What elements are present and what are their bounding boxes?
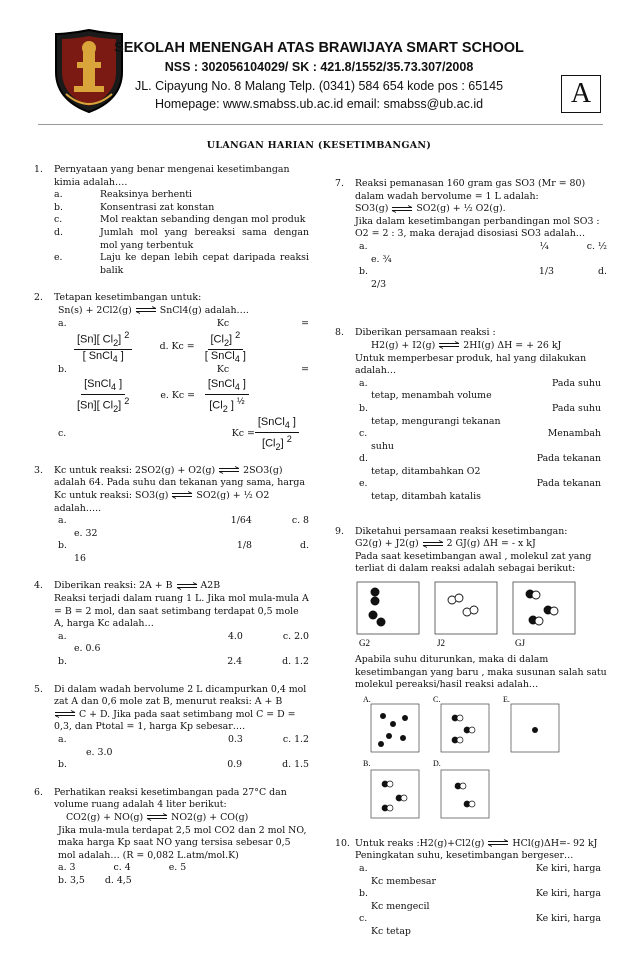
- question-4: 4. Diberikan reaksi: 2A + B A2B Reaksi terjadi dalam ruang 1 L. Jika mol mula-mula A = B = 2 mol, dan saat setimbang terdapat 0,5 mole A, harga Kc adalah… a. 4.0 c. 2.0 e. 0.6 b. 2.4 d. 1.2: [34, 580, 309, 668]
- formula-a[interactable]: $\frac{[Sn][ Cl_2] ^2}{[ SnCl_4 ]}$: [74, 329, 132, 366]
- option[interactable]: b. Ke kiri, harga: [359, 888, 601, 900]
- answer-diagram[interactable]: [363, 694, 563, 824]
- question-8: 8. Diberikan persamaan reaksi : H2(g) + I2(g) 2HI(g) ΔH = + 26 kJ Untuk memperbesar produk, hal yang dilakukan adalah… a. Pada suhu tetap, menambah volume b. Pada suhu tetap, mengurangi tekanan c. Menambah suhu d. Pada tekanan tetap, ditambahkan O2 e. Pada tekanan tetap, ditambah katalis: [335, 327, 607, 503]
- exam-version-box: A: [561, 75, 601, 113]
- question-7: 7. Reaksi pemanasan 160 gram gas SO3 (Mr = 80) dalam wadah bervolume = 1 L adalah: SO3(g) SO2(g) + ½ O2(g). Jika dalam kesetimbangan perbandingan mol SO3 : O2 = 2 : 3, maka derajad disosiasi SO3 adalah… a. ¼ c. ½ e. ¾ b. 1/3 d. 2/3: [335, 178, 607, 290]
- svg-text:A.: A.: [363, 694, 371, 704]
- equilibrium-arrow-icon: [54, 710, 76, 718]
- equilibrium-arrow-icon: [146, 813, 168, 821]
- svg-text:G2: G2: [359, 638, 370, 649]
- equilibrium-arrow-icon: [171, 491, 193, 499]
- svg-text:B.: B.: [363, 758, 371, 768]
- question-9: 9. Diketahui persamaan reaksi kesetimbangan: G2(g) + J2(g) 2 GJ(g) ΔH = - x kJ Pada saat kesetimbangan awal , molekul zat yang terliat di dalam reaksi adalah sebagai berikut: G2 J2 GJ Apabila suhu diturunkan, maka di dalam kesetimbangan yang baru , maka susunan salah satu molekul pereaksi/hasil reaksi adalah… A. C. E. B. D.: [335, 526, 607, 824]
- exam-title: ULANGAN HARIAN (KESETIMBANGAN): [206, 140, 432, 151]
- molecule-diagram: [355, 580, 585, 650]
- question-1: 1. Pernyataan yang benar mengenai kesetimbangan kimia adalah…. a. Reaksinya berhenti b. Konsentrasi zat konstan c. Mol reaktan sebanding dengan mol produk d. Jumlah mol yang bereaksi sama dengan mol yang terbentuk e. Laju ke depan lebih cepat daripada reaksi balik: [34, 164, 309, 276]
- g2-molecules: [369, 588, 386, 627]
- option[interactable]: c. Mol reaktan sebanding dengan mol produk: [54, 214, 306, 226]
- right-column: [335, 178, 607, 954]
- formula-b[interactable]: $\frac{[SnCl_4 ]}{[Sn][ Cl_2] ^2}$: [77, 378, 130, 414]
- school-registration: NSS : 302056104029/ SK : 421.8/1552/35.73.307/2008: [164, 60, 474, 74]
- option[interactable]: e. Laju ke depan lebih cepat daripada reaksi balik: [54, 252, 309, 276]
- option[interactable]: d. Jumlah mol yang bereaksi sama dengan mol yang terbentuk: [54, 226, 309, 251]
- question-3: 3. Kc untuk reaksi: 2SO2(g) + O2(g) 2SO3(g) adalah 64. Pada suhu dan tekanan yang sama, harga Kc untuk reaksi: SO3(g) SO2(g) + ½ O2 adalah….. a. 1/64 c. 8 e. 32 b. 1/8 d. 16: [34, 464, 309, 564]
- school-address: JL. Cipayung No. 8 Malang Telp. (0341) 584 654 kode pos : 65145: [134, 79, 504, 93]
- svg-text:E.: E.: [503, 694, 510, 704]
- question-5: 5. Di dalam wadah bervolume 2 L dicampurkan 0,4 mol zat A dan 0,6 mole zat B, menurut reaksi: A + B C + D. Jika pada saat setimbang mol C = D = 0,3, dan Ptotal = 1, harga Kp sebesar…. a. 0.3 c. 1.2 e. 3.0 b. 0.9 d. 1.5: [34, 683, 309, 771]
- equilibrium-arrow-icon: [391, 205, 413, 213]
- equilibrium-arrow-icon: [176, 582, 198, 590]
- option[interactable]: c. Menambah: [359, 428, 601, 440]
- option[interactable]: b. Pada suhu: [359, 402, 601, 414]
- left-column: [34, 164, 309, 903]
- gj-molecules: [526, 590, 558, 625]
- svg-text:J2: J2: [437, 638, 446, 649]
- header-divider: [38, 124, 603, 125]
- question-10: 10. Untuk reaks :H2(g)+Cl2(g) HCl(g)ΔH=- 92 kJ Peningkatan suhu, kesetimbangan bergeser… a. Ke kiri, harga Kc membesar b. Ke kiri, harga Kc mengecil c. Ke kiri, harga Kc tetap: [335, 838, 607, 939]
- svg-text:GJ: GJ: [515, 638, 526, 649]
- equilibrium-arrow-icon: [438, 341, 460, 349]
- equilibrium-arrow-icon: [487, 839, 509, 847]
- option[interactable]: e. Pada tekanan: [359, 478, 601, 490]
- formula-e[interactable]: $\frac{[SnCl_4 ]}{[Cl_2 ] ^{\frac{1}{2}}}$: [205, 378, 249, 415]
- option[interactable]: b. Konsentrasi zat konstan: [54, 201, 215, 213]
- equilibrium-arrow-icon: [422, 540, 444, 548]
- option[interactable]: d. Pada tekanan: [359, 453, 601, 465]
- option[interactable]: c. Ke kiri, harga: [359, 913, 601, 925]
- formula-c[interactable]: $\frac{[SnCl_4 ]}{[Cl_2] ^2}$: [255, 416, 299, 453]
- svg-text:D.: D.: [433, 758, 441, 768]
- option[interactable]: a. Ke kiri, harga: [359, 863, 601, 874]
- option[interactable]: a. Pada suhu: [359, 377, 601, 389]
- j2-molecules: [448, 594, 478, 616]
- school-homepage: Homepage: www.smabss.ub.ac.id email: smabss@ub.ac.id: [154, 97, 484, 111]
- equilibrium-arrow-icon: [135, 306, 157, 314]
- question-6: 6. Perhatikan reaksi kesetimbangan pada 27°C dan volume ruang adalah 4 liter berikut: CO2(g) + NO(g) NO2(g) + CO(g) Jika mula-mula terdapat 2,5 mol CO2 dan 2 mol NO, maka harga Kp saat NO yang tersisa sebesar 0,5 mol adalah… (R = 0,082 L.atm/mol.K) a. 3 c. 4 e. 5 b. 3,5 d. 4,5: [34, 786, 307, 886]
- option[interactable]: a. Reaksinya berhenti: [54, 189, 193, 201]
- letterhead: [0, 0, 638, 125]
- formula-d[interactable]: $\frac{[Cl_2] ^2}{[ SnCl_4 ]}$: [204, 329, 246, 365]
- equilibrium-arrow-icon: [218, 466, 240, 474]
- school-name: SEKOLAH MENENGAH ATAS BRAWIJAYA SMART SCHOOL: [114, 40, 524, 56]
- question-2: 2. Tetapan kesetimbangan untuk: Sn(s) + 2Cl2(g) SnCl4(g) adalah…. a. Kc = $\frac{[Sn][ Cl_2] ^2}{[ SnCl_4 ]}$ d. Kc = $\frac{[Cl_2] ^2}{[ SnCl_4 ]}$ b. Kc = $\frac{[SnCl_4 ]}{[Sn][ Cl_2] ^2}$ e. Kc = $\frac{[SnCl_4 ]}{[Cl_2 ] ^{\frac{1}{2}}}$ c. Kc = $\frac{[SnCl_4 ]}{[Cl_2] ^2}$: [34, 292, 309, 452]
- svg-text:C.: C.: [433, 694, 441, 704]
